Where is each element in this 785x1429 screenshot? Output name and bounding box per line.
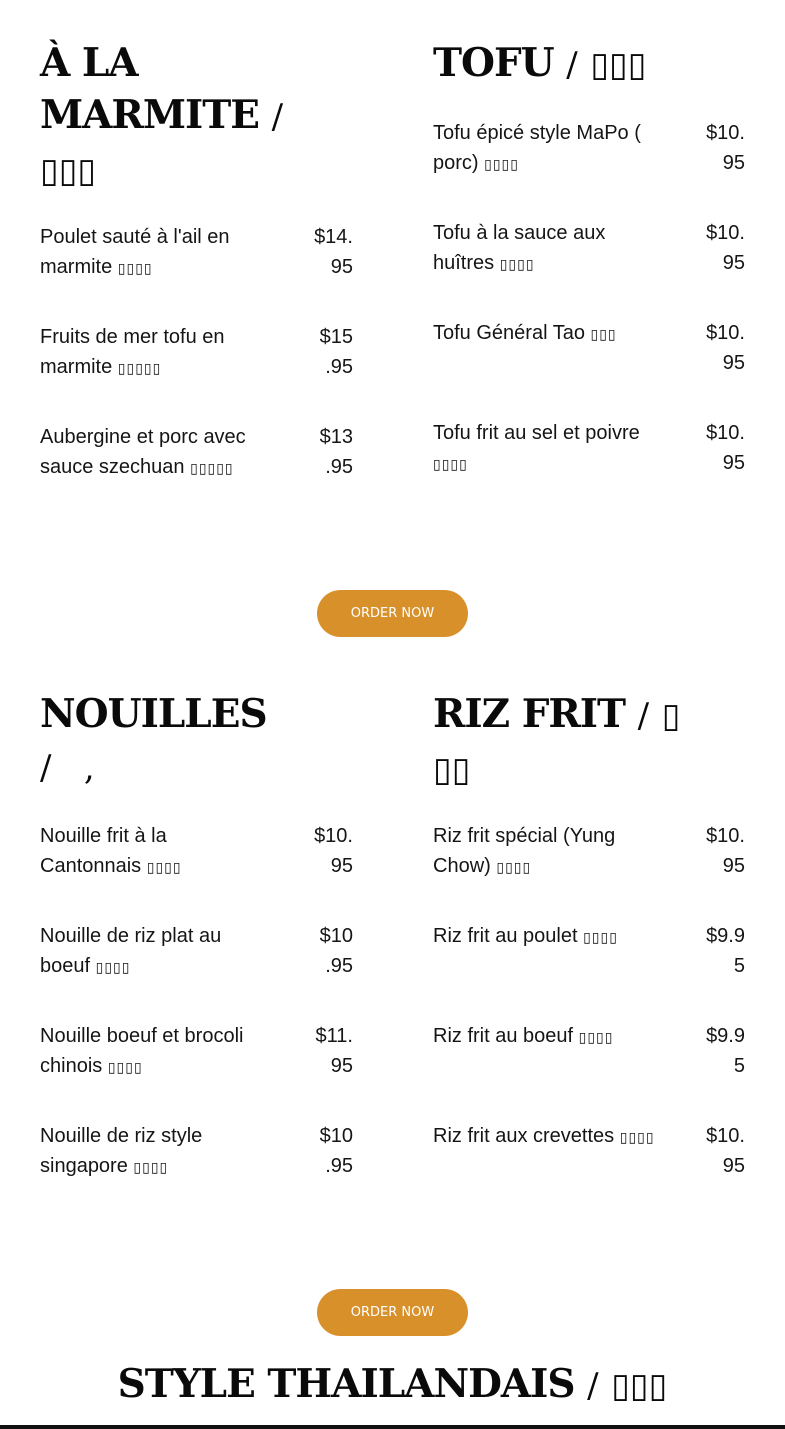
item-price: $10 .95 <box>319 925 353 977</box>
section-title-marmite: À LA MARMITE / ▯▯▯ <box>40 40 284 191</box>
menu-item: Nouille frit à la Cantonnais ▯▯▯▯ $10. 95 <box>40 821 353 881</box>
item-price: $11. 95 <box>315 1025 353 1077</box>
menu-item: Riz frit au boeuf ▯▯▯▯ $9.9 5 <box>433 1021 745 1081</box>
menu-item: Riz frit aux crevettes ▯▯▯▯ $10. 95 <box>433 1121 745 1181</box>
section-nouilles <box>40 688 360 794</box>
item-price: $9.9 5 <box>706 925 745 977</box>
item-price: $10. 95 <box>314 825 353 877</box>
order-now-button[interactable]: ORDER NOW <box>317 590 468 637</box>
menu-item: Poulet sauté à l'ail en marmite ▯▯▯▯ $14. 95 <box>40 222 353 282</box>
menu-item: Riz frit au poulet ▯▯▯▯ $9.9 5 <box>433 921 745 981</box>
section-title-nouilles: NOUILLES / , <box>40 691 267 788</box>
item-price: $9.9 5 <box>706 1025 745 1077</box>
item-price: $10. 95 <box>706 1125 745 1177</box>
menu-item: Fruits de mer tofu en marmite ▯▯▯▯▯ $15 .95 <box>40 322 353 382</box>
menu-item: Tofu Général Tao ▯▯▯ $10. 95 <box>433 318 745 378</box>
item-price: $10 .95 <box>319 1125 353 1177</box>
menu-item: Riz frit spécial (Yung Chow) ▯▯▯▯ $10. 95 <box>433 821 745 881</box>
item-price: $15 .95 <box>319 326 353 378</box>
menu-item: Nouille boeuf et brocoli chinois ▯▯▯▯ $11. 95 <box>40 1021 353 1081</box>
section-riz-frit <box>433 688 753 796</box>
item-price: $10. 95 <box>706 122 745 174</box>
menu-item: Nouille de riz style singapore ▯▯▯▯ $10 .95 <box>40 1121 353 1181</box>
section-title-tofu: TOFU / ▯▯▯ <box>433 40 647 86</box>
menu-item: Tofu épicé style MaPo ( porc) ▯▯▯▯ $10. 95 <box>433 118 745 178</box>
item-price: $13 .95 <box>319 426 353 478</box>
item-price: $14. 95 <box>314 226 353 278</box>
item-price: $10. 95 <box>706 322 745 374</box>
menu-item: Aubergine et porc avec sauce szechuan ▯▯▯▯▯ $13 .95 <box>40 422 353 482</box>
section-title-riz-frit: RIZ FRIT / ▯ ▯▯ <box>433 691 681 790</box>
menu-item: Nouille de riz plat au boeuf ▯▯▯▯ $10 .95 <box>40 921 353 981</box>
section-title-thai: STYLE THAILANDAIS / ▯▯▯ <box>117 1361 668 1407</box>
bottom-divider <box>0 1425 785 1429</box>
section-marmite <box>40 37 360 197</box>
order-now-button[interactable]: ORDER NOW <box>317 1289 468 1336</box>
menu-item: Tofu frit au sel et poivre ▯▯▯▯ $10. 95 <box>433 418 745 478</box>
section-tofu <box>433 37 753 91</box>
item-price: $10. 95 <box>706 222 745 274</box>
item-price: $10. 95 <box>706 825 745 877</box>
menu-item: Tofu à la sauce aux huîtres ▯▯▯▯ $10. 95 <box>433 218 745 278</box>
section-thai <box>0 1358 785 1412</box>
item-price: $10. 95 <box>706 422 745 474</box>
